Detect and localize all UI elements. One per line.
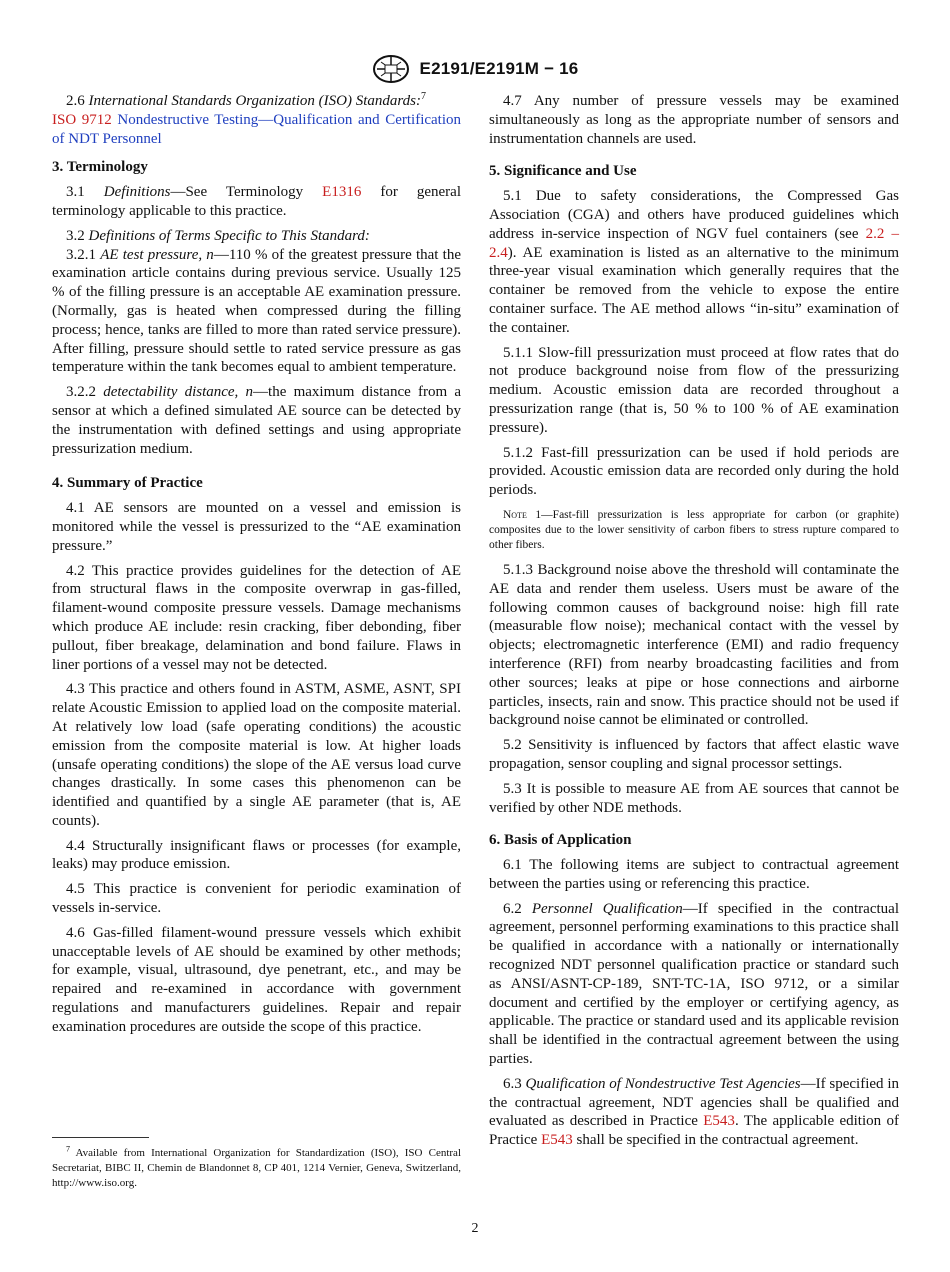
section-number: 6.2	[503, 900, 522, 917]
note-label: Note 1	[503, 508, 542, 521]
para-6-2	[489, 900, 899, 1069]
para-text: . The applicable edition of Practice	[489, 1113, 900, 1149]
astm-logo-icon	[372, 54, 410, 84]
e543-link[interactable]: E543	[541, 1132, 573, 1149]
note-text: —Fast-fill pressurization is less appropriate for carbon (or graphite) composites due to the lower sensitivity of carbon fibers to stress rupture compared to other fibers.	[489, 508, 899, 551]
para-text: 5.1 Due to safety considerations, the Compressed Gas Association (CGA) and others have produced guidelines which address in-service inspection of NGV fuel containers (see	[489, 188, 899, 242]
section-number: 6.3	[503, 1075, 522, 1092]
para-text: —110 % of the greatest pressure that the examination article contains during previous service. Usually 125 % of the filling pressure is an acceptable AE examination pressure. (Normally, gas is heated when compressed during the filling process; hence, tanks are filled to more than rated service pressure). After filling, pressure should settle to rated service pressure as gas temperature within the tank becomes equal to ambient temperature.	[52, 246, 461, 376]
para-text: shall be specified in the contractual agreement.	[572, 1132, 859, 1149]
para-5-1-3: 5.1.3 Background noise above the threshold will contaminate the AE data and render them useless. Users must be aware of the following common causes of background noise: high fill rate (measurable flow noise); mechanical contact with the vessel by objects; electromagnetic interference (EMI) and radio frequency interference (RFI) from nearby broadcasting facilities and from other sources; leaks at pipe or hose connections and airborne particles, insects, rain and snow. This practice should not be used if background noise cannot be eliminated or controlled.	[489, 561, 899, 729]
para-6-3	[489, 1075, 899, 1150]
para-4-6: 4.6 Gas-filled filament-wound pressure vessels which exhibit unacceptable levels of AE should be examined by other methods; for example, visual, ultrasound, dye penetrant, etc., and may be repaired and re-examined in accordance with government regulations and manufacturers guidelines. Repair and repair examination procedures are outside the scope of this practice.	[52, 924, 461, 1035]
term: Qualification of Nondestructive Test Agencies	[525, 1075, 801, 1092]
para-5-1	[489, 187, 899, 337]
section-number: 3.2	[66, 227, 85, 244]
para-text: —the maximum distance from a sensor at which a defined simulated AE source can be detected by the instrumentation with defined settings and using appropriate pressurization medium.	[52, 384, 462, 457]
heading-significance-and-use: 5. Significance and Use	[489, 163, 637, 180]
footnote-divider	[52, 1137, 149, 1138]
para-3-2-2	[52, 383, 461, 458]
para-4-3: 4.3 This practice and others found in ASTM, ASME, ASNT, SPI relate Acoustic Emission to applied load on the composite material. At relatively low load (safe operating conditions) the acoustic emission from the composite material is low. At higher loads (unsafe operating conditions) the slope of the AE versus load curve changes drastically. In some cases this phenomenon can be identified and quantified by a single AE parameter (that is, AE counts).	[52, 681, 461, 829]
footnote-mark: 7	[66, 1144, 70, 1154]
para-3-1	[52, 183, 461, 221]
page-number: 2	[471, 1221, 479, 1236]
term: detectability distance, n	[103, 384, 254, 401]
para-4-1: 4.1 AE sensors are mounted on a vessel and emission is monitored while the vessel is pressurized to the “AE examination pressure.”	[52, 500, 461, 554]
term: Definitions	[103, 184, 171, 201]
section-2-2-link[interactable]: 2.2 – 2.4	[489, 225, 900, 261]
para-3-2-1	[52, 246, 461, 378]
para-4-4: 4.4 Structurally insignificant flaws or processes (for example, leaks) may produce emission.	[52, 837, 461, 873]
para-text: —If specified in the contractual agreement, personnel performing examinations to this practice shall be qualified in accordance with a nationally or internationally recognized NDT personnel qualification practice or standard such as ANSI/ASNT-CP-189, SNT-TC-1A, ISO 9712, or a similar document and certified by the employer or certifying agency, as applicable. The practice or standard used and its applicable revision shall be identified in the contractual agreement between the using parties.	[489, 900, 899, 1068]
para-5-3: 5.3 It is possible to measure AE from AE sources that cannot be verified by other NDE methods.	[489, 780, 899, 816]
right-column	[489, 92, 899, 1156]
standard-designation: E2191/E2191M − 16	[419, 59, 579, 78]
para-text: —See Terminology	[170, 184, 323, 201]
para-3-2	[52, 227, 461, 246]
para-4-7: 4.7 Any number of pressure vessels may be examined simultaneously as long as the appropriate number of sensors and instrumentation channels are used.	[489, 93, 899, 147]
footnote-7	[52, 1146, 461, 1191]
heading-basis-of-application: 6. Basis of Application	[489, 832, 632, 849]
footnote-text: Available from International Organization for Standardization (ISO), ISO Central Secretariat, BIBC II, Chemin de Blandonnet 8, CP 401, 1214 Vernier, Geneva, Switzerland, http://www.iso.org.	[52, 1147, 461, 1189]
term: Personnel Qualification	[531, 900, 683, 917]
para-6-1: 6.1 The following items are subject to contractual agreement between the parties using or referencing this practice.	[489, 857, 899, 892]
left-column	[52, 92, 461, 1043]
para-5-1-1: 5.1.1 Slow-fill pressurization must proceed at flow rates that do not produce background noise from flow of the pressurizing medium. Acoustic emission data are recorded throughout a pressurization range (that is, 50 % to 100 % of AE examination pressure).	[489, 344, 899, 436]
section-number: 3.2.1	[66, 246, 96, 263]
section-number: 3.2.2	[66, 384, 96, 401]
iso-9712-link[interactable]: ISO 9712	[52, 111, 112, 128]
e1316-link[interactable]: E1316	[322, 184, 362, 201]
note-1	[489, 508, 899, 553]
section-title: Definitions of Terms Specific to This Standard:	[88, 227, 370, 244]
para-5-1-2: 5.1.2 Fast-fill pressurization can be used if hold periods are provided. Acoustic emission data are recorded only during the hold periods.	[489, 444, 899, 499]
heading-summary-of-practice: 4. Summary of Practice	[52, 475, 203, 492]
section-number: 2.6	[66, 93, 85, 109]
para-text: for general terminology applicable to this practice.	[52, 184, 461, 219]
section-number: 3.1	[66, 184, 85, 201]
heading-terminology: 3. Terminology	[52, 159, 148, 176]
section-title: International Standards Organization (ISO) Standards:	[88, 93, 421, 109]
para-4-5: 4.5 This practice is convenient for periodic examination of vessels in-service.	[52, 881, 461, 917]
para-text: —If specified in the contractual agreement, NDT agencies shall be qualified and evaluated as described in Practice	[489, 1075, 899, 1130]
footnote-ref[interactable]: 7	[421, 91, 426, 102]
term: AE test pressure, n	[100, 246, 214, 263]
para-5-2: 5.2 Sensitivity is influenced by factors that affect elastic wave propagation, sensor coupling and signal processor settings.	[489, 737, 899, 772]
iso-9712-title-link[interactable]: Nondestructive Testing—Qualification and Certification of NDT Personnel	[52, 111, 462, 147]
para-4-2: 4.2 This practice provides guidelines for the detection of AE from structural flaws in the composite overwrap in gas-filled, filament-wound composite pressure vessels. Damage mechanisms which produce AE include: resin cracking, fiber debonding, fiber pullout, fiber breakage, delamination and bond failure. Flaws in liner portions of a vessel may not be detected.	[52, 562, 461, 673]
para-text: ). AE examination is listed as an alternative to the minimum three-year visual examination which generally requires that the container be removed from the vehicle to expose the entire container surface. The AE method allows “in-situ” examination of the container.	[489, 244, 899, 336]
e543-link[interactable]: E543	[703, 1113, 735, 1130]
section-2-6	[52, 92, 461, 148]
page-header	[0, 54, 950, 84]
